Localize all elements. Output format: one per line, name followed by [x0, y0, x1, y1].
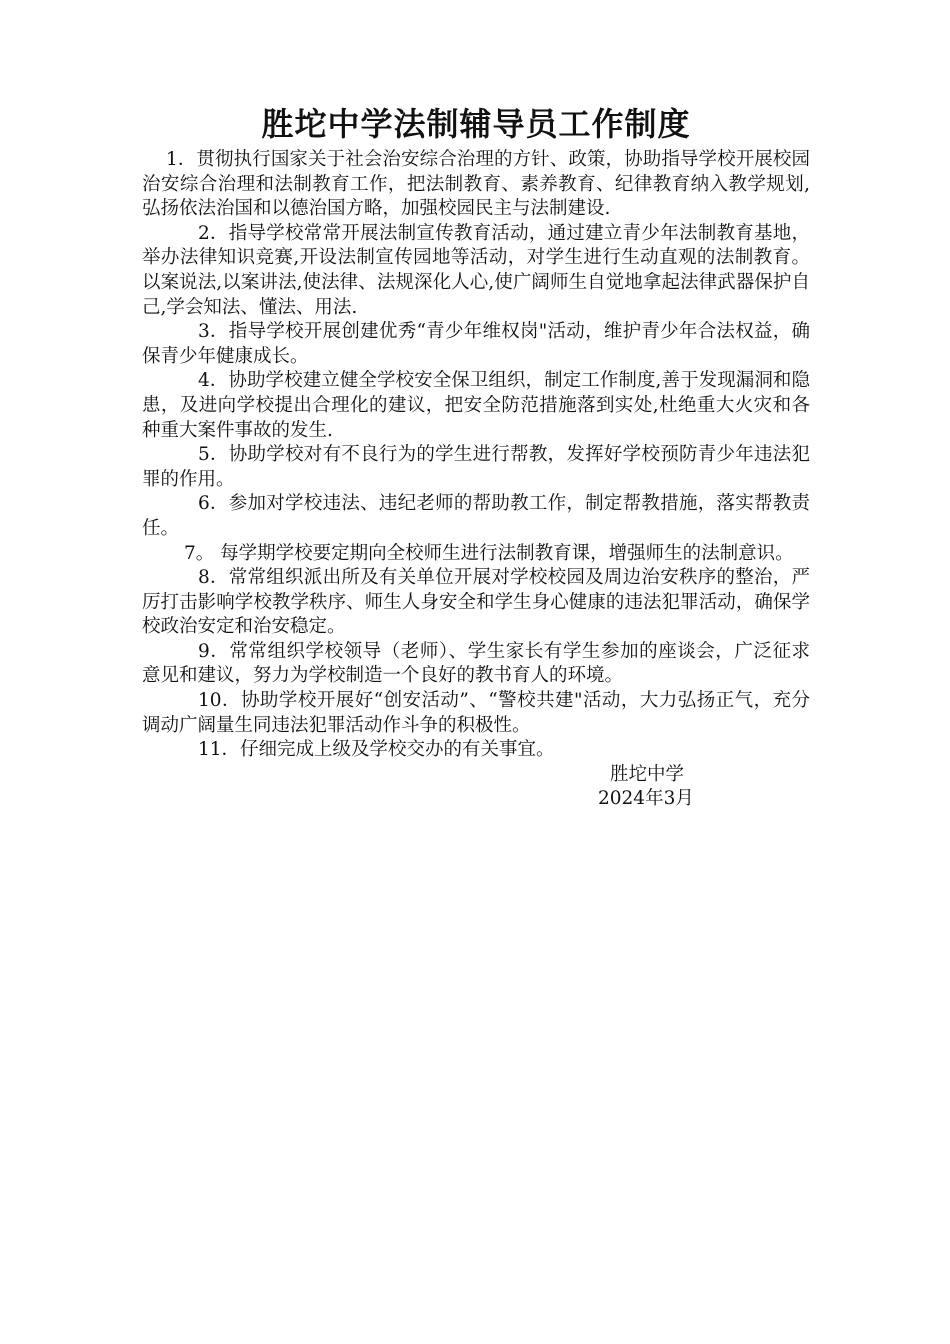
- paragraph-1: 1．贯彻执行国家关于社会治安综合治理的方针、政策，协助指导学校开展校园治安综合治理和法制教育工作，把法制教育、素养教育、纪律教育纳入教学规划,弘扬依法治国和以德治国方略，加强校园民主与法制建设.: [142, 149, 810, 220]
- paragraph-10: 10．协助学校开展好“创安活动”、“警校共建"活动，大力弘扬正气，充分调动广阔量生同违法犯罪活动作斗争的积极性。: [142, 690, 810, 736]
- paragraph-6: 6．参加对学校违法、违纪老师的帮助教工作，制定帮教措施，落实帮教责任。: [142, 493, 810, 539]
- paragraph-7: 7。 每学期学校要定期向全校师生进行法制教育课，增强师生的法制意识。: [184, 542, 794, 564]
- paragraph-8: 8．常常组织派出所及有关单位开展对学校校园及周边治安秩序的整治，严厉打击影响学校教学秩序、师生人身安全和学生身心健康的违法犯罪活动，确保学校政治安定和治安稳定。: [142, 567, 810, 638]
- document-page: [142, 100, 810, 812]
- paragraph-2: 2．指导学校常常开展法制宣传教育活动，通过建立青少年法制教育基地，举办法律知识竞赛,开设法制宣传园地等活动，对学生进行生动直观的法制教育。以案说法,以案讲法,使法律、法规深化人心,使广阔师生自觉地拿起法律武器保护自己,学会知法、懂法、用法.: [142, 222, 810, 318]
- paragraph-11: 11．仔细完成上级及学校交办的有关事宜。: [198, 739, 555, 761]
- signature-date: 2024年3月: [598, 788, 694, 810]
- paragraph-9: 9．常常组织学校领导（老师）、学生家长有学生参加的座谈会，广泛征求意见和建议，努力为学校制造一个良好的教书育人的环境。: [142, 640, 810, 687]
- page-title: 胜坨中学法制辅导员工作制度: [261, 105, 691, 143]
- paragraph-5: 5．协助学校对有不良行为的学生进行帮教，发挥好学校预防青少年违法犯罪的作用。: [142, 444, 810, 490]
- signature-organization: 胜坨中学: [610, 763, 685, 785]
- paragraph-4: 4．协助学校建立健全学校安全保卫组织，制定工作制度,善于发现漏洞和隐患，及进向学校提出合理化的建议，把安全防范措施落到实处,杜绝重大火灾和各种重大案件事故的发生.: [142, 370, 810, 441]
- paragraph-3: 3．指导学校开展创建优秀“青少年维权岗"活动，维护青少年合法权益，确保青少年健康成长。: [142, 321, 810, 367]
